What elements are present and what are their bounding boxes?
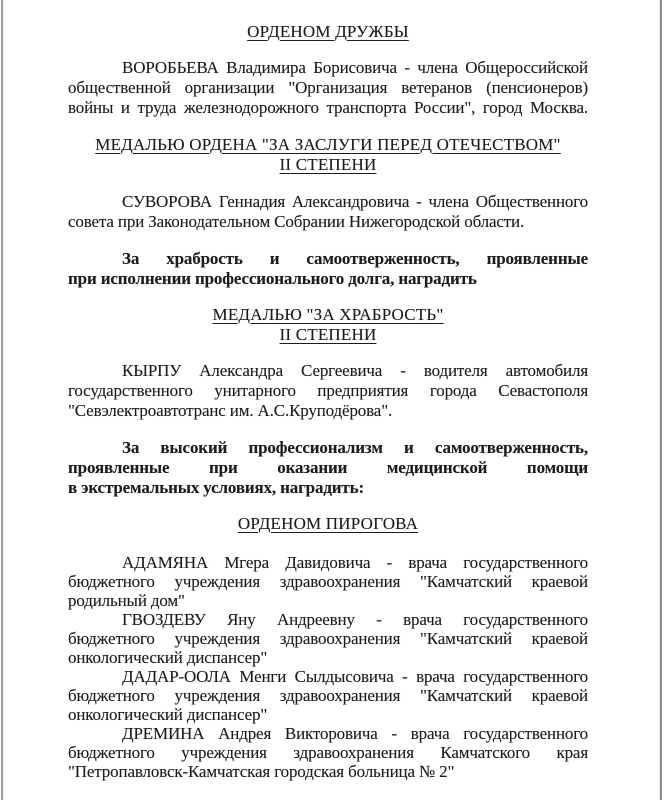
- heading-line: МЕДАЛЬЮ ОРДЕНА "ЗА ЗАСЛУГИ ПЕРЕД ОТЕЧЕСТВОМ": [95, 135, 561, 154]
- text-line: СУВОРОВА Геннадия Александровича - члена Общественного: [122, 192, 588, 211]
- text-line: бюджетного учреждения здравоохранения "Камчатский краевой: [68, 686, 588, 705]
- text-line: За храбрость и самоотверженность, проявленные: [122, 249, 588, 268]
- heading-line: ОРДЕНОМ ПИРОГОВА: [237, 514, 419, 533]
- text-line: онкологический диспансер": [68, 705, 268, 724]
- text-line: "Севэлектроавтотранс им. А.С.Круподёрова".: [68, 401, 393, 420]
- text-line: государственного унитарного предприятия города Севастополя: [68, 381, 588, 400]
- heading-line: II СТЕПЕНИ: [279, 325, 377, 344]
- text-line: За высокий профессионализм и самоотверженность,: [122, 438, 588, 457]
- citation-medical: [68, 438, 588, 498]
- text-line: родильный дом": [68, 591, 185, 610]
- pirogov-recipient-list: [68, 553, 588, 781]
- text-line: ВОРОБЬЕВА Владимира Борисовича - члена Общероссийской: [122, 58, 588, 77]
- recipient-dremin: [68, 724, 588, 781]
- text-line: "Петропавловск-Камчатская городская больница № 2": [68, 762, 455, 781]
- heading-line: II СТЕПЕНИ: [279, 155, 377, 174]
- text-line: проявленные при оказании медицинской помощи: [68, 458, 588, 477]
- text-line: бюджетного учреждения здравоохранения "Камчатский краевой: [68, 572, 588, 591]
- text-line: онкологический диспансер": [68, 648, 268, 667]
- recipient-gvozdeva: [68, 610, 588, 667]
- text-line: ДАДАР-ООЛА Менги Сылдысовича - врача государственного: [122, 667, 588, 686]
- text-line: ГВОЗДЕВУ Яну Андреевну - врача государственного: [122, 610, 588, 629]
- text-line: бюджетного учреждения здравоохранения "Камчатский краевой: [68, 629, 588, 648]
- recipient-dadar-ool: [68, 667, 588, 724]
- award-heading-pirogov-order: [68, 514, 588, 534]
- text-line: совета при Законодательном Собрании Нижегородской области.: [68, 212, 525, 231]
- text-line: АДАМЯНА Мгера Давидовича - врача государственного: [122, 553, 588, 572]
- citation-bravery: [68, 249, 588, 289]
- text-line: в экстремальных условиях, наградить:: [68, 478, 364, 497]
- text-line: при исполнении профессионального долга, наградить: [68, 269, 477, 288]
- recipient-vorobyev: [68, 58, 588, 118]
- text-line: бюджетного учреждения здравоохранения Камчатского края: [68, 743, 588, 762]
- text-line: войны и труда железнодорожного транспорта России", город Москва.: [68, 98, 588, 117]
- heading-line: ОРДЕНОМ ДРУЖБЫ: [247, 22, 409, 41]
- recipient-kyrpu: [68, 361, 588, 421]
- recipient-suvorov: [68, 192, 588, 232]
- recipient-adamyan: [68, 553, 588, 610]
- award-heading-friendship-order: [68, 22, 588, 42]
- award-heading-medal-bravery: [68, 305, 588, 345]
- text-line: ДРЕМИНА Андрея Викторовича - врача государственного: [122, 724, 588, 743]
- heading-line: МЕДАЛЬЮ "ЗА ХРАБРОСТЬ": [212, 305, 444, 324]
- award-heading-medal-merit-fatherland: [68, 135, 588, 175]
- text-line: КЫРПУ Александра Сергеевича - водителя автомобиля: [122, 361, 588, 380]
- text-line: общественной организации "Организация ветеранов (пенсионеров): [68, 78, 588, 97]
